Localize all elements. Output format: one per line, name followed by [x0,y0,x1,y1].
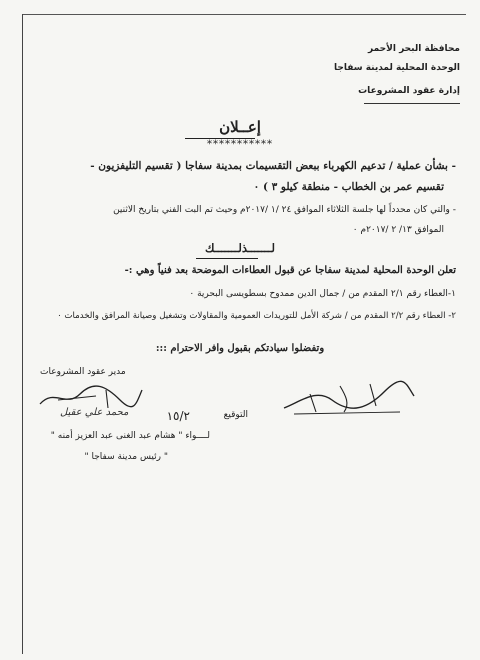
city-unit-name: الوحدة المحلية لمدينة سفاجا [334,63,460,73]
therefore-heading: لـــــــذلـــــــك [205,241,275,255]
therefore-underline [196,258,258,259]
closing-text: وتفضلوا سيادتكم بقبول وافر الاحترام ::: [155,343,325,354]
signature-label: التوقيع [223,410,248,420]
official-title: " رئيس مدينة سفاجا " [84,452,168,462]
body-line-2: الموافق ١٣/ ٢ /٢٠١٧م ٠ [352,225,444,235]
director-name: محمد علي عقيل [60,407,129,418]
official-signature-scribble [280,378,420,422]
body-line-1: - والتي كان محدداً لها جلسة الثلاثاء الموافق ٢٤ /١ /٢٠١٧م وحيث تم البت الفني بتاريخ الاثنين [113,205,456,215]
governorate-name: محافظة البحر الأحمر [368,44,460,54]
page-border-left [22,14,23,654]
director-signature-scribble [36,378,146,418]
signature-date-mark: ١٥/٢ [166,409,190,423]
declaration-text: تعلن الوحدة المحلية لمدينة سفاجا عن قبول العطاءات الموضحة بعد فنياً وهي :- [124,265,456,276]
subject-line-1: - بشأن عملية / تدعيم الكهرباء ببعض التقسيمات بمدينة سفاجا ( تقسيم التليفزيون - [90,160,456,172]
page-border-top [22,14,466,15]
announcement-title: إعــلان [219,118,261,136]
department-underline [364,103,460,104]
subject-line-2: تقسيم عمر بن الخطاب - منطقة كيلو ٣ ) ٠ [253,181,444,193]
bid-item-1: ١-العطاء رقم ٢/١ المقدم من / جمال الدين ممدوح بسطويسى البحرية ٠ [189,289,456,299]
department-name: إدارة عقود المشروعات [358,86,460,96]
official-name: لــــواء " هشام عبد الغنى عبد العزيز أمنه " [50,431,210,441]
bid-item-2: ٢- العطاء رقم ٢/٢ المقدم من / شركة الأمل للتوريدات العمومية والمقاولات وتشغيل وصيانة المرافق والخدمات ٠ [57,311,456,321]
director-title: مدير عقود المشروعات [40,367,126,377]
title-stars: *********** [207,139,273,150]
